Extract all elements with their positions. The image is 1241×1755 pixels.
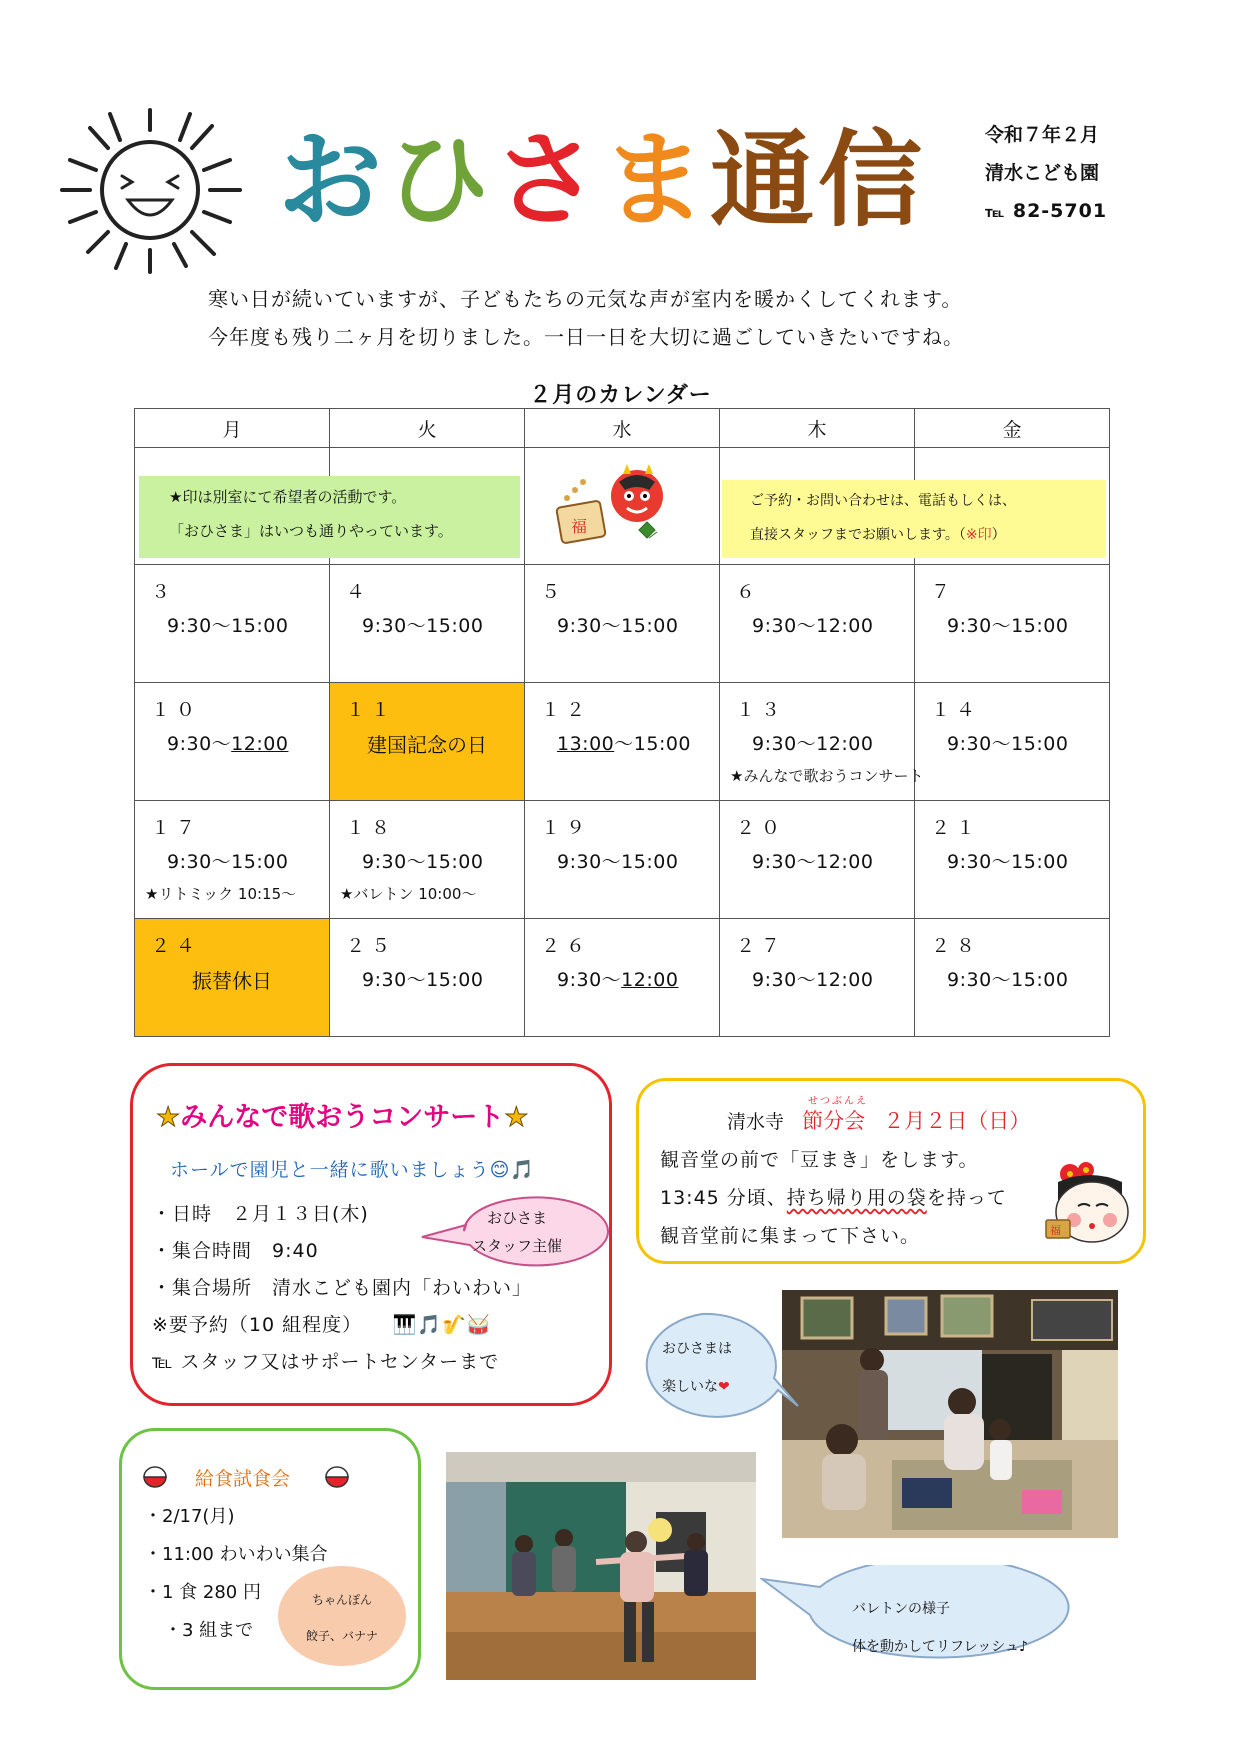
calendar-day <box>525 683 720 801</box>
title-char: お <box>278 119 387 241</box>
bubble-text-part: 楽しいな <box>662 1379 718 1395</box>
setsubun-line: 観音堂前に集まって下さい。 <box>660 1225 921 1247</box>
setsubun-line <box>660 1183 1007 1210</box>
lunch-price: ・1 食 280 円 <box>144 1582 261 1603</box>
note-mark: ※印 <box>965 527 992 543</box>
intro-line: 今年度も残り二ヶ月を切りました。一日一日を大切に過ごしていきたいですね。 <box>208 325 964 349</box>
day-hours: 9:30～15:00 <box>947 733 1069 755</box>
calendar-day <box>330 919 525 1037</box>
calendar-day <box>915 565 1110 683</box>
event-note: ★リトミック 10:15～ <box>145 885 297 903</box>
note-text: ） <box>991 527 1006 543</box>
hours-end-changed: 12:00 <box>621 969 679 991</box>
calendar-day <box>720 919 915 1037</box>
bubble-line: スタッフ主催 <box>471 1237 562 1255</box>
weekday-header: 火 <box>330 409 525 448</box>
title-char: ま <box>602 119 711 241</box>
calendar-day <box>135 801 330 919</box>
day-hours: 9:30～15:00 <box>557 615 679 637</box>
calendar-day-holiday <box>330 683 525 801</box>
bubble-line: 体を動かしてリフレッシュ♪ <box>852 1639 1028 1655</box>
holiday-label: 建国記念の日 <box>367 733 487 757</box>
note-line: ★印は別室にて希望者の活動です。 <box>169 488 407 506</box>
bubble-text <box>852 1590 1028 1666</box>
hours-start: 9:30～ <box>557 969 622 991</box>
title-char: さ <box>494 119 603 241</box>
star-icon: ★ <box>156 1102 181 1133</box>
day-number: １０ <box>151 699 202 721</box>
lunch-menu <box>278 1582 406 1654</box>
day-number: １８ <box>346 817 397 839</box>
weekday-header: 月 <box>135 409 330 448</box>
hours-start-changed: 13:00 <box>557 733 615 755</box>
day-hours: 9:30～15:00 <box>167 851 289 873</box>
day-hours: 9:30～15:00 <box>947 615 1069 637</box>
lunch-limit: ・3 組まで <box>164 1620 254 1641</box>
temple-name: 清水寺 <box>727 1111 785 1133</box>
event-date: ２月２日（日） <box>883 1109 1031 1133</box>
organization-name: 清水こども園 <box>985 162 1100 184</box>
setsubun-text: 13:45 分頃、 <box>660 1187 787 1209</box>
day-number: ２１ <box>931 817 982 839</box>
concert-title-text: みんなで歌おうコンサート <box>180 1102 505 1133</box>
day-number: ５ <box>541 581 567 603</box>
day-number: １９ <box>541 817 592 839</box>
day-hours: 9:30～12:00 <box>752 851 874 873</box>
setsubun-heading <box>727 1105 1030 1135</box>
day-number: ２８ <box>931 935 982 957</box>
calendar-day <box>915 919 1110 1037</box>
day-number: ２６ <box>541 935 592 957</box>
calendar-day-holiday <box>135 919 330 1037</box>
bubble-text <box>662 1330 732 1406</box>
weekday-header: 水 <box>525 409 720 448</box>
hours-end-changed: 12:00 <box>231 733 289 755</box>
day-hours: 9:30～12:00 <box>752 733 874 755</box>
day-hours: 9:30～15:00 <box>947 969 1069 991</box>
title-char: ひ <box>386 119 495 241</box>
holiday-label: 振替休日 <box>192 969 272 993</box>
day-hours: 9:30～15:00 <box>362 615 484 637</box>
hours-start: 9:30～ <box>167 733 232 755</box>
day-number: ２４ <box>151 935 202 957</box>
intro-text <box>208 280 964 356</box>
photo-baleton <box>446 1452 756 1680</box>
day-hours: 9:30～15:00 <box>167 615 289 637</box>
calendar-day <box>330 565 525 683</box>
concert-place: ・集合場所 清水こども園内「わいわい」 <box>152 1277 533 1299</box>
menu-line: ちゃんぽん <box>311 1593 372 1607</box>
concert-date: ・日時 ２月１３日(木) <box>152 1203 369 1225</box>
day-number: １２ <box>541 699 592 721</box>
bowl-icon <box>324 1465 350 1489</box>
bubble-text <box>462 1204 572 1260</box>
intro-line: 寒い日が続いていますが、子どもたちの元気な声が室内を暖かくしてくれます。 <box>208 287 963 311</box>
calendar-day <box>525 801 720 919</box>
lunch-date: ・2/17(月) <box>144 1506 235 1527</box>
concert-reservation: ※要予約（10 組程度） 🎹🎵🎷🥁 <box>152 1314 492 1336</box>
newsletter-title <box>278 119 927 241</box>
day-hours <box>167 729 288 756</box>
oni-bean-illustration <box>553 460 673 550</box>
menu-line: 餃子、バナナ <box>305 1629 378 1643</box>
note-line: ご予約・お問い合わせは、電話もしくは、 <box>750 493 1016 509</box>
note-line: 「おひさま」はいつも通りやっています。 <box>169 522 453 540</box>
tel-icon: ℡ <box>985 203 1006 221</box>
calendar-day <box>525 919 720 1037</box>
calendar-day <box>720 565 915 683</box>
calendar-note-contact <box>722 480 1106 558</box>
day-number: ７ <box>931 581 957 603</box>
day-hours: 9:30～15:00 <box>362 969 484 991</box>
fuku-label: 福 <box>571 517 588 536</box>
concert-subtitle: ホールで園児と一緒に歌いましょう😊🎵 <box>170 1159 536 1181</box>
concert-contact: ℡ スタッフ又はサポートセンターまで <box>152 1351 500 1373</box>
setsubun-emphasis: 持ち帰り用の袋 <box>786 1187 927 1209</box>
calendar-day <box>915 801 1110 919</box>
phone-number <box>985 192 1107 231</box>
day-number: １４ <box>931 699 982 721</box>
day-hours: 9:30～12:00 <box>752 969 874 991</box>
okame-illustration <box>1040 1160 1140 1246</box>
weekday-header: 金 <box>915 409 1110 448</box>
setsubun-line: 観音堂の前で「豆まき」をします。 <box>660 1149 979 1171</box>
lunch-meet: ・11:00 わいわい集合 <box>144 1544 328 1565</box>
header-info <box>985 116 1107 231</box>
calendar-day <box>330 801 525 919</box>
day-hours: 9:30～15:00 <box>362 851 484 873</box>
calendar-day <box>135 565 330 683</box>
day-hours <box>557 729 691 756</box>
concert-meet-time: ・集合時間 9:40 <box>152 1240 319 1262</box>
bubble-line: おひさま <box>486 1209 547 1227</box>
concert-title <box>156 1095 528 1134</box>
sun-illustration <box>50 100 250 290</box>
note-text: 直接スタッフまでお願いします。（ <box>750 527 966 543</box>
calendar-day <box>915 683 1110 801</box>
day-hours: 9:30～15:00 <box>947 851 1069 873</box>
day-number: ３ <box>151 581 177 603</box>
note-line <box>750 518 1106 552</box>
bubble-line: おひさまは <box>662 1341 732 1357</box>
day-number: １７ <box>151 817 202 839</box>
event-name: 節分会 <box>802 1109 866 1133</box>
event-note: ★バレトン 10:00～ <box>340 885 477 903</box>
calendar-title: ２月のカレンダー <box>529 383 712 408</box>
ruby-reading: せつぶんえ <box>808 1096 868 1107</box>
star-icon: ★ <box>504 1102 529 1133</box>
day-number: ２７ <box>736 935 787 957</box>
heart-icon: ❤ <box>718 1379 730 1395</box>
day-number: ２０ <box>736 817 787 839</box>
day-number: ２５ <box>346 935 397 957</box>
calendar-day <box>720 801 915 919</box>
bowl-icon <box>142 1465 168 1489</box>
calendar-day <box>720 683 924 801</box>
calendar-note-activities <box>139 476 520 558</box>
issue-date: 令和７年２月 <box>985 124 1100 146</box>
photo-ohisama-room <box>782 1290 1118 1538</box>
day-number: １３ <box>736 699 787 721</box>
hours-end: ～15:00 <box>614 733 692 755</box>
tel-number: 82-5701 <box>1012 200 1108 222</box>
calendar-day <box>135 683 330 801</box>
day-hours: 9:30～15:00 <box>557 851 679 873</box>
bubble-line <box>662 1368 732 1406</box>
day-number: ６ <box>736 581 762 603</box>
day-hours: 9:30～12:00 <box>752 615 874 637</box>
weekday-header: 木 <box>720 409 915 448</box>
setsubun-text: を持って <box>926 1187 1007 1209</box>
fuku-label: 福 <box>1050 1224 1061 1237</box>
day-number: １１ <box>346 699 397 721</box>
bubble-line: バレトンの様子 <box>852 1601 950 1617</box>
day-number: ４ <box>346 581 372 603</box>
title-char: 通信 <box>710 119 927 241</box>
day-hours <box>557 965 678 992</box>
lunch-title: 給食試食会 <box>195 1468 291 1490</box>
event-note: ★みんなで歌おうコンサート <box>730 767 924 785</box>
calendar-day <box>525 565 720 683</box>
